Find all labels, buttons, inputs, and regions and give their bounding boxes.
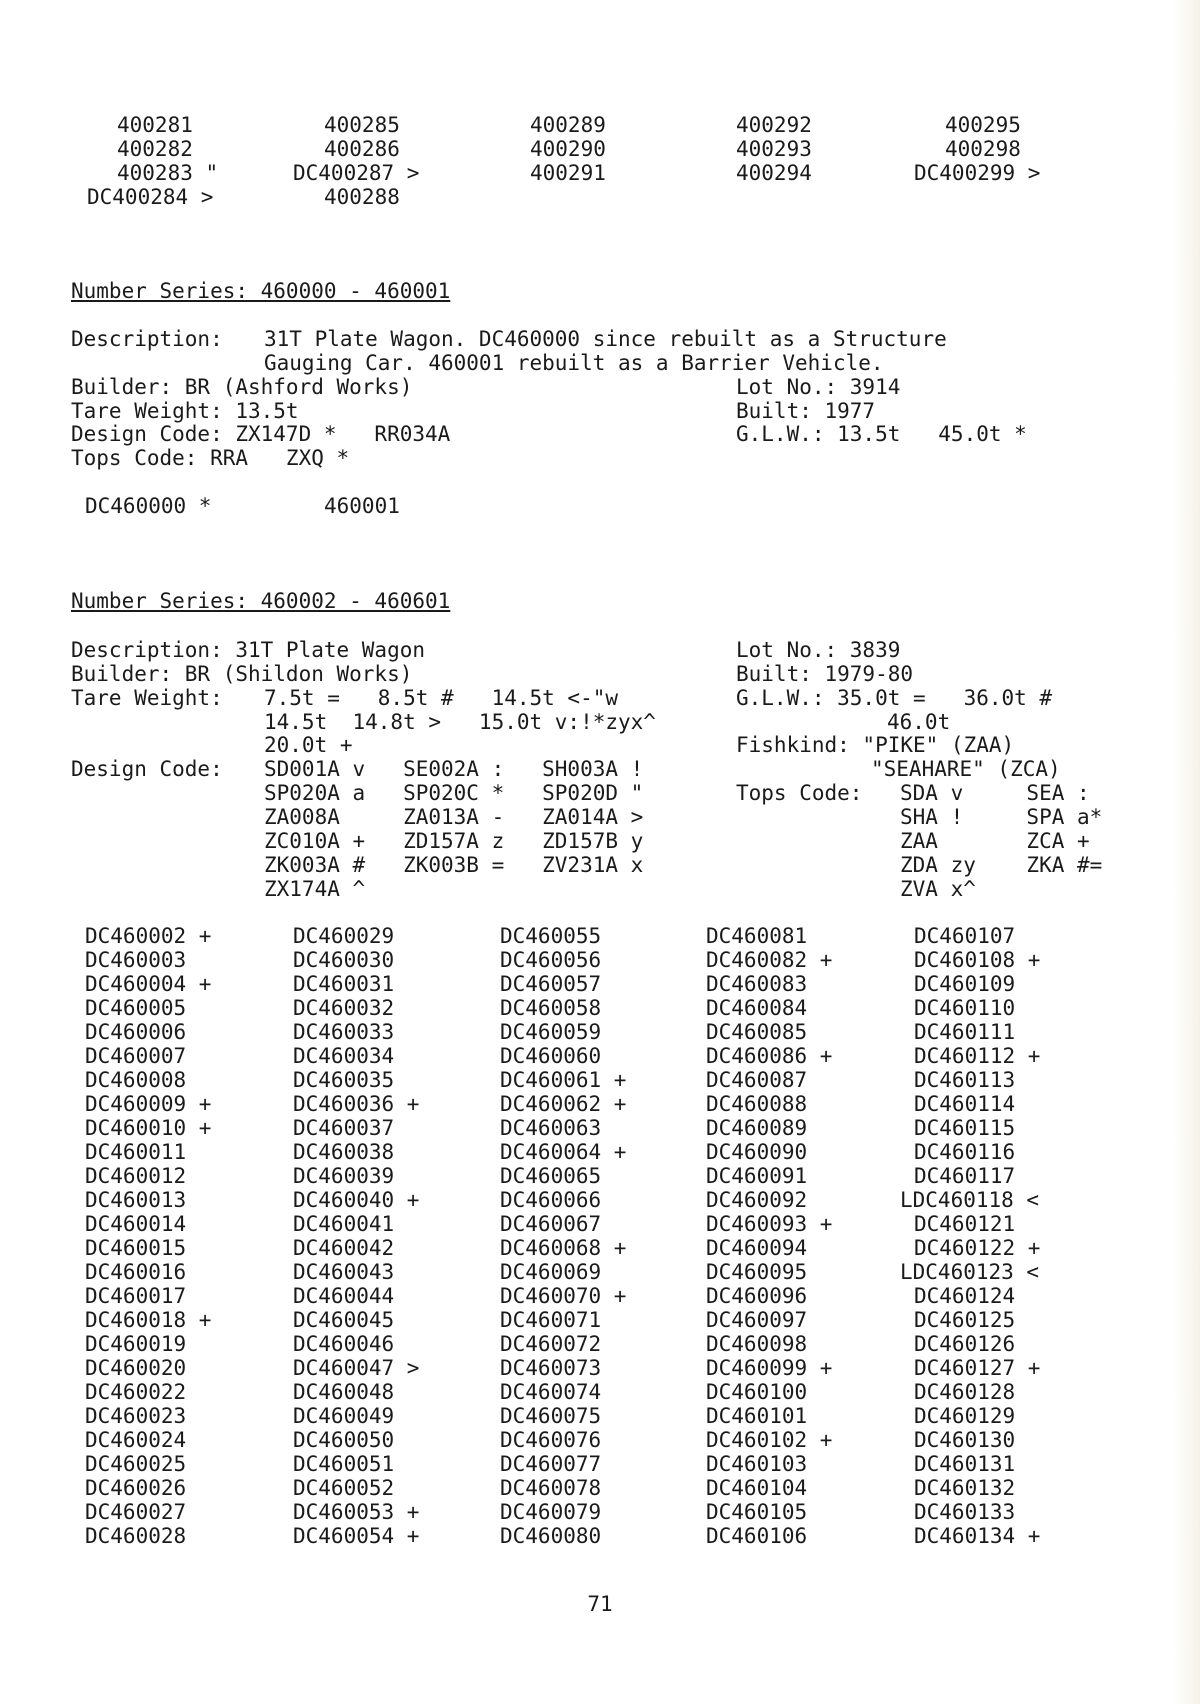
number-entry: DC460049 (293, 1404, 395, 1428)
number-entry: DC460095 (706, 1260, 808, 1284)
section2-lot: Lot No.: 3839 (736, 638, 901, 662)
number-entry: DC460050 (293, 1428, 395, 1452)
number-entry: DC460110 (914, 996, 1016, 1020)
section2-design-row: SD001A v SE002A : SH003A ! (264, 757, 644, 781)
number-entry: DC460037 (293, 1116, 395, 1140)
number-entry: DC460010 + (85, 1116, 212, 1140)
number-entry: DC460094 (706, 1236, 808, 1260)
number-entry: DC460063 (500, 1116, 602, 1140)
number-entry: DC460092 (706, 1188, 808, 1212)
section2-tops-row: ZVA x^ (900, 877, 976, 901)
number-entry: DC460132 (914, 1476, 1016, 1500)
number-entry: DC460020 (85, 1356, 187, 1380)
number-entry: DC460127 + (914, 1356, 1041, 1380)
section1-number-2: 460001 (324, 494, 400, 518)
number-entry: DC460093 + (706, 1212, 833, 1236)
number-entry: DC400299 > (914, 161, 1041, 185)
number-entry: DC460002 + (85, 924, 212, 948)
number-entry: DC460111 (914, 1020, 1016, 1044)
number-entry: DC460131 (914, 1452, 1016, 1476)
number-entry: DC460083 (706, 972, 808, 996)
number-entry: DC460133 (914, 1500, 1016, 1524)
number-entry: DC460044 (293, 1284, 395, 1308)
number-entry: DC460071 (500, 1308, 602, 1332)
page-number: 71 (587, 1592, 613, 1616)
number-entry: DC460011 (85, 1140, 187, 1164)
number-entry: DC460103 (706, 1452, 808, 1476)
number-entry: DC460072 (500, 1332, 602, 1356)
number-entry: DC460073 (500, 1356, 602, 1380)
number-entry: DC460056 (500, 948, 602, 972)
number-entry: DC460023 (85, 1404, 187, 1428)
number-entry: DC460062 + (500, 1092, 627, 1116)
number-entry: 400283 " (117, 161, 219, 185)
number-entry: 400282 (117, 137, 193, 161)
number-entry: DC460081 (706, 924, 808, 948)
section1-number-1: DC460000 * (85, 494, 212, 518)
number-entry: DC460109 (914, 972, 1016, 996)
number-entry: DC460098 (706, 1332, 808, 1356)
number-entry: DC460018 + (85, 1308, 212, 1332)
number-entry: DC460084 (706, 996, 808, 1020)
number-entry: DC460134 + (914, 1524, 1041, 1548)
section1-lot: Lot No.: 3914 (736, 375, 901, 399)
number-entry: DC460025 (85, 1452, 187, 1476)
number-entry: DC460115 (914, 1116, 1016, 1140)
number-entry: DC460124 (914, 1284, 1016, 1308)
number-entry: DC460079 (500, 1500, 602, 1524)
number-entry: DC460041 (293, 1212, 395, 1236)
number-entry: DC460026 (85, 1476, 187, 1500)
number-entry: DC460048 (293, 1380, 395, 1404)
section1-builder: Builder: BR (Ashford Works) (71, 375, 413, 399)
number-entry: DC460090 (706, 1140, 808, 1164)
number-entry: 400286 (324, 137, 400, 161)
number-entry: DC460042 (293, 1236, 395, 1260)
number-entry: LDC460118 < (900, 1188, 1040, 1212)
number-entry: DC460085 (706, 1020, 808, 1044)
section2-builder: Builder: BR (Shildon Works) (71, 662, 413, 686)
section2-design-row: ZX174A ^ (264, 877, 366, 901)
number-entry: DC460022 (85, 1380, 187, 1404)
section2-tops-row: ZDA zy ZKA #= (900, 853, 1103, 877)
section2-fishkind-line2: "SEAHARE" (ZCA) (871, 757, 1061, 781)
number-entry: DC460117 (914, 1164, 1016, 1188)
number-entry: DC460074 (500, 1380, 602, 1404)
number-entry: DC460066 (500, 1188, 602, 1212)
number-entry: DC460019 (85, 1332, 187, 1356)
number-entry: DC460058 (500, 996, 602, 1020)
number-entry: 400281 (117, 113, 193, 137)
number-entry: DC460125 (914, 1308, 1016, 1332)
number-entry: DC460040 + (293, 1188, 420, 1212)
number-entry: DC460113 (914, 1068, 1016, 1092)
section2-tops-row: SHA ! SPA a* (900, 805, 1103, 829)
number-entry: DC460082 + (706, 948, 833, 972)
number-entry: DC460046 (293, 1332, 395, 1356)
number-entry: DC460054 + (293, 1524, 420, 1548)
number-entry: DC460064 + (500, 1140, 627, 1164)
number-entry: DC460043 (293, 1260, 395, 1284)
number-entry: 400295 (945, 113, 1021, 137)
number-entry: DC460128 (914, 1380, 1016, 1404)
number-entry: LDC460123 < (900, 1260, 1040, 1284)
number-entry: DC460012 (85, 1164, 187, 1188)
section1-built: Built: 1977 (736, 399, 876, 423)
number-entry: 400285 (324, 113, 400, 137)
number-entry: DC460112 + (914, 1044, 1041, 1068)
section2-design-row: ZC010A + ZD157A z ZD157B y (264, 829, 644, 853)
number-entry: DC460034 (293, 1044, 395, 1068)
section2-design-row: ZK003A # ZK003B = ZV231A x (264, 853, 644, 877)
number-entry: DC460099 + (706, 1356, 833, 1380)
section2-description: Description: 31T Plate Wagon (71, 638, 426, 662)
number-entry: DC460104 (706, 1476, 808, 1500)
number-entry: DC460028 (85, 1524, 187, 1548)
top-number-list (0, 113, 1200, 213)
number-entry: DC460060 (500, 1044, 602, 1068)
section1-tops-code: Tops Code: RRA ZXQ * (71, 446, 350, 470)
section1-tare: Tare Weight: 13.5t (71, 399, 299, 423)
number-entry: DC460129 (914, 1404, 1016, 1428)
number-entry: DC460031 (293, 972, 395, 996)
section1-description-line1: 31T Plate Wagon. DC460000 since rebuilt as a Structure (264, 327, 947, 351)
number-entry: DC460126 (914, 1332, 1016, 1356)
number-entry: DC460065 (500, 1164, 602, 1188)
section2-tare-line2: 14.5t 14.8t > 15.0t v:!*zyx^ (264, 710, 656, 734)
section2-glw-line1: G.L.W.: 35.0t = 36.0t # (736, 686, 1053, 710)
number-entry: DC460029 (293, 924, 395, 948)
number-entry: DC460045 (293, 1308, 395, 1332)
number-entry: DC460017 (85, 1284, 187, 1308)
number-entry: DC400287 > (293, 161, 420, 185)
number-entry: 400298 (945, 137, 1021, 161)
section2-tare-line1: 7.5t = 8.5t # 14.5t <-"w (264, 686, 619, 710)
number-entry: DC460027 (85, 1500, 187, 1524)
number-entry: 400294 (736, 161, 812, 185)
number-entry: DC460061 + (500, 1068, 627, 1092)
number-entry: DC460032 (293, 996, 395, 1020)
number-entry: DC460070 + (500, 1284, 627, 1308)
section2-design-row: SP020A a SP020C * SP020D " (264, 781, 644, 805)
number-entry: 400290 (530, 137, 606, 161)
number-entry: DC460057 (500, 972, 602, 996)
number-entry: DC460089 (706, 1116, 808, 1140)
section2-design-label: Design Code: (71, 757, 223, 781)
number-entry: DC460075 (500, 1404, 602, 1428)
number-entry: DC460077 (500, 1452, 602, 1476)
section2-tops-row: SDA v SEA : (900, 781, 1090, 805)
section2-number-list (0, 924, 1200, 1554)
number-entry: DC460105 (706, 1500, 808, 1524)
number-entry: DC460097 (706, 1308, 808, 1332)
number-entry: DC460047 > (293, 1356, 420, 1380)
number-entry: DC460052 (293, 1476, 395, 1500)
section2-tops-label: Tops Code: (736, 781, 863, 805)
number-entry: 400293 (736, 137, 812, 161)
number-entry: DC460069 (500, 1260, 602, 1284)
number-entry: DC460096 (706, 1284, 808, 1308)
section2-glw-line2: 46.0t (887, 710, 951, 734)
section1-description-line2: Gauging Car. 460001 rebuilt as a Barrier Vehicle. (264, 351, 884, 375)
number-entry: DC460003 (85, 948, 187, 972)
number-entry: DC460015 (85, 1236, 187, 1260)
number-entry: DC460100 (706, 1380, 808, 1404)
section2-fishkind-line1: Fishkind: "PIKE" (ZAA) (736, 733, 1015, 757)
number-entry: DC460006 (85, 1020, 187, 1044)
number-entry: DC460009 + (85, 1092, 212, 1116)
number-entry: 400291 (530, 161, 606, 185)
section2-heading: Number Series: 460002 - 460601 (71, 589, 451, 613)
section1-heading: Number Series: 460000 - 460001 (71, 279, 451, 303)
number-entry: DC460130 (914, 1428, 1016, 1452)
number-entry: DC460007 (85, 1044, 187, 1068)
section2-design-row: ZA008A ZA013A - ZA014A > (264, 805, 644, 829)
number-entry: DC460004 + (85, 972, 212, 996)
number-entry: DC460051 (293, 1452, 395, 1476)
number-entry: DC460059 (500, 1020, 602, 1044)
number-entry: DC460039 (293, 1164, 395, 1188)
number-entry: DC460068 + (500, 1236, 627, 1260)
number-entry: DC460067 (500, 1212, 602, 1236)
number-entry: DC460122 + (914, 1236, 1041, 1260)
number-entry: DC460033 (293, 1020, 395, 1044)
number-entry: DC460080 (500, 1524, 602, 1548)
section2-tops-row: ZAA ZCA + (900, 829, 1090, 853)
number-entry: 400288 (324, 185, 400, 209)
section1-description-label: Description: (71, 327, 223, 351)
number-entry: DC460053 + (293, 1500, 420, 1524)
section2-tare-line3: 20.0t + (264, 733, 353, 757)
number-entry: DC460091 (706, 1164, 808, 1188)
number-entry: DC460116 (914, 1140, 1016, 1164)
number-entry: DC460088 (706, 1092, 808, 1116)
number-entry: 400289 (530, 113, 606, 137)
number-entry: DC460005 (85, 996, 187, 1020)
number-entry: DC460106 (706, 1524, 808, 1548)
number-entry: DC460114 (914, 1092, 1016, 1116)
number-entry: DC460087 (706, 1068, 808, 1092)
number-entry: DC460036 + (293, 1092, 420, 1116)
section1-design-code: Design Code: ZX147D * RR034A (71, 422, 451, 446)
number-entry: DC460107 (914, 924, 1016, 948)
number-entry: DC400284 > (87, 185, 214, 209)
number-entry: DC460016 (85, 1260, 187, 1284)
number-entry: DC460102 + (706, 1428, 833, 1452)
number-entry: DC460055 (500, 924, 602, 948)
number-entry: DC460108 + (914, 948, 1041, 972)
section2-built: Built: 1979-80 (736, 662, 914, 686)
number-entry: DC460035 (293, 1068, 395, 1092)
number-entry: DC460008 (85, 1068, 187, 1092)
number-entry: DC460086 + (706, 1044, 833, 1068)
number-entry: 400292 (736, 113, 812, 137)
number-entry: DC460078 (500, 1476, 602, 1500)
number-entry: DC460024 (85, 1428, 187, 1452)
section2-tare-label: Tare Weight: (71, 686, 223, 710)
section1-glw: G.L.W.: 13.5t 45.0t * (736, 422, 1027, 446)
number-entry: DC460013 (85, 1188, 187, 1212)
number-entry: DC460038 (293, 1140, 395, 1164)
number-entry: DC460014 (85, 1212, 187, 1236)
number-entry: DC460121 (914, 1212, 1016, 1236)
number-entry: DC460030 (293, 948, 395, 972)
number-entry: DC460076 (500, 1428, 602, 1452)
number-entry: DC460101 (706, 1404, 808, 1428)
